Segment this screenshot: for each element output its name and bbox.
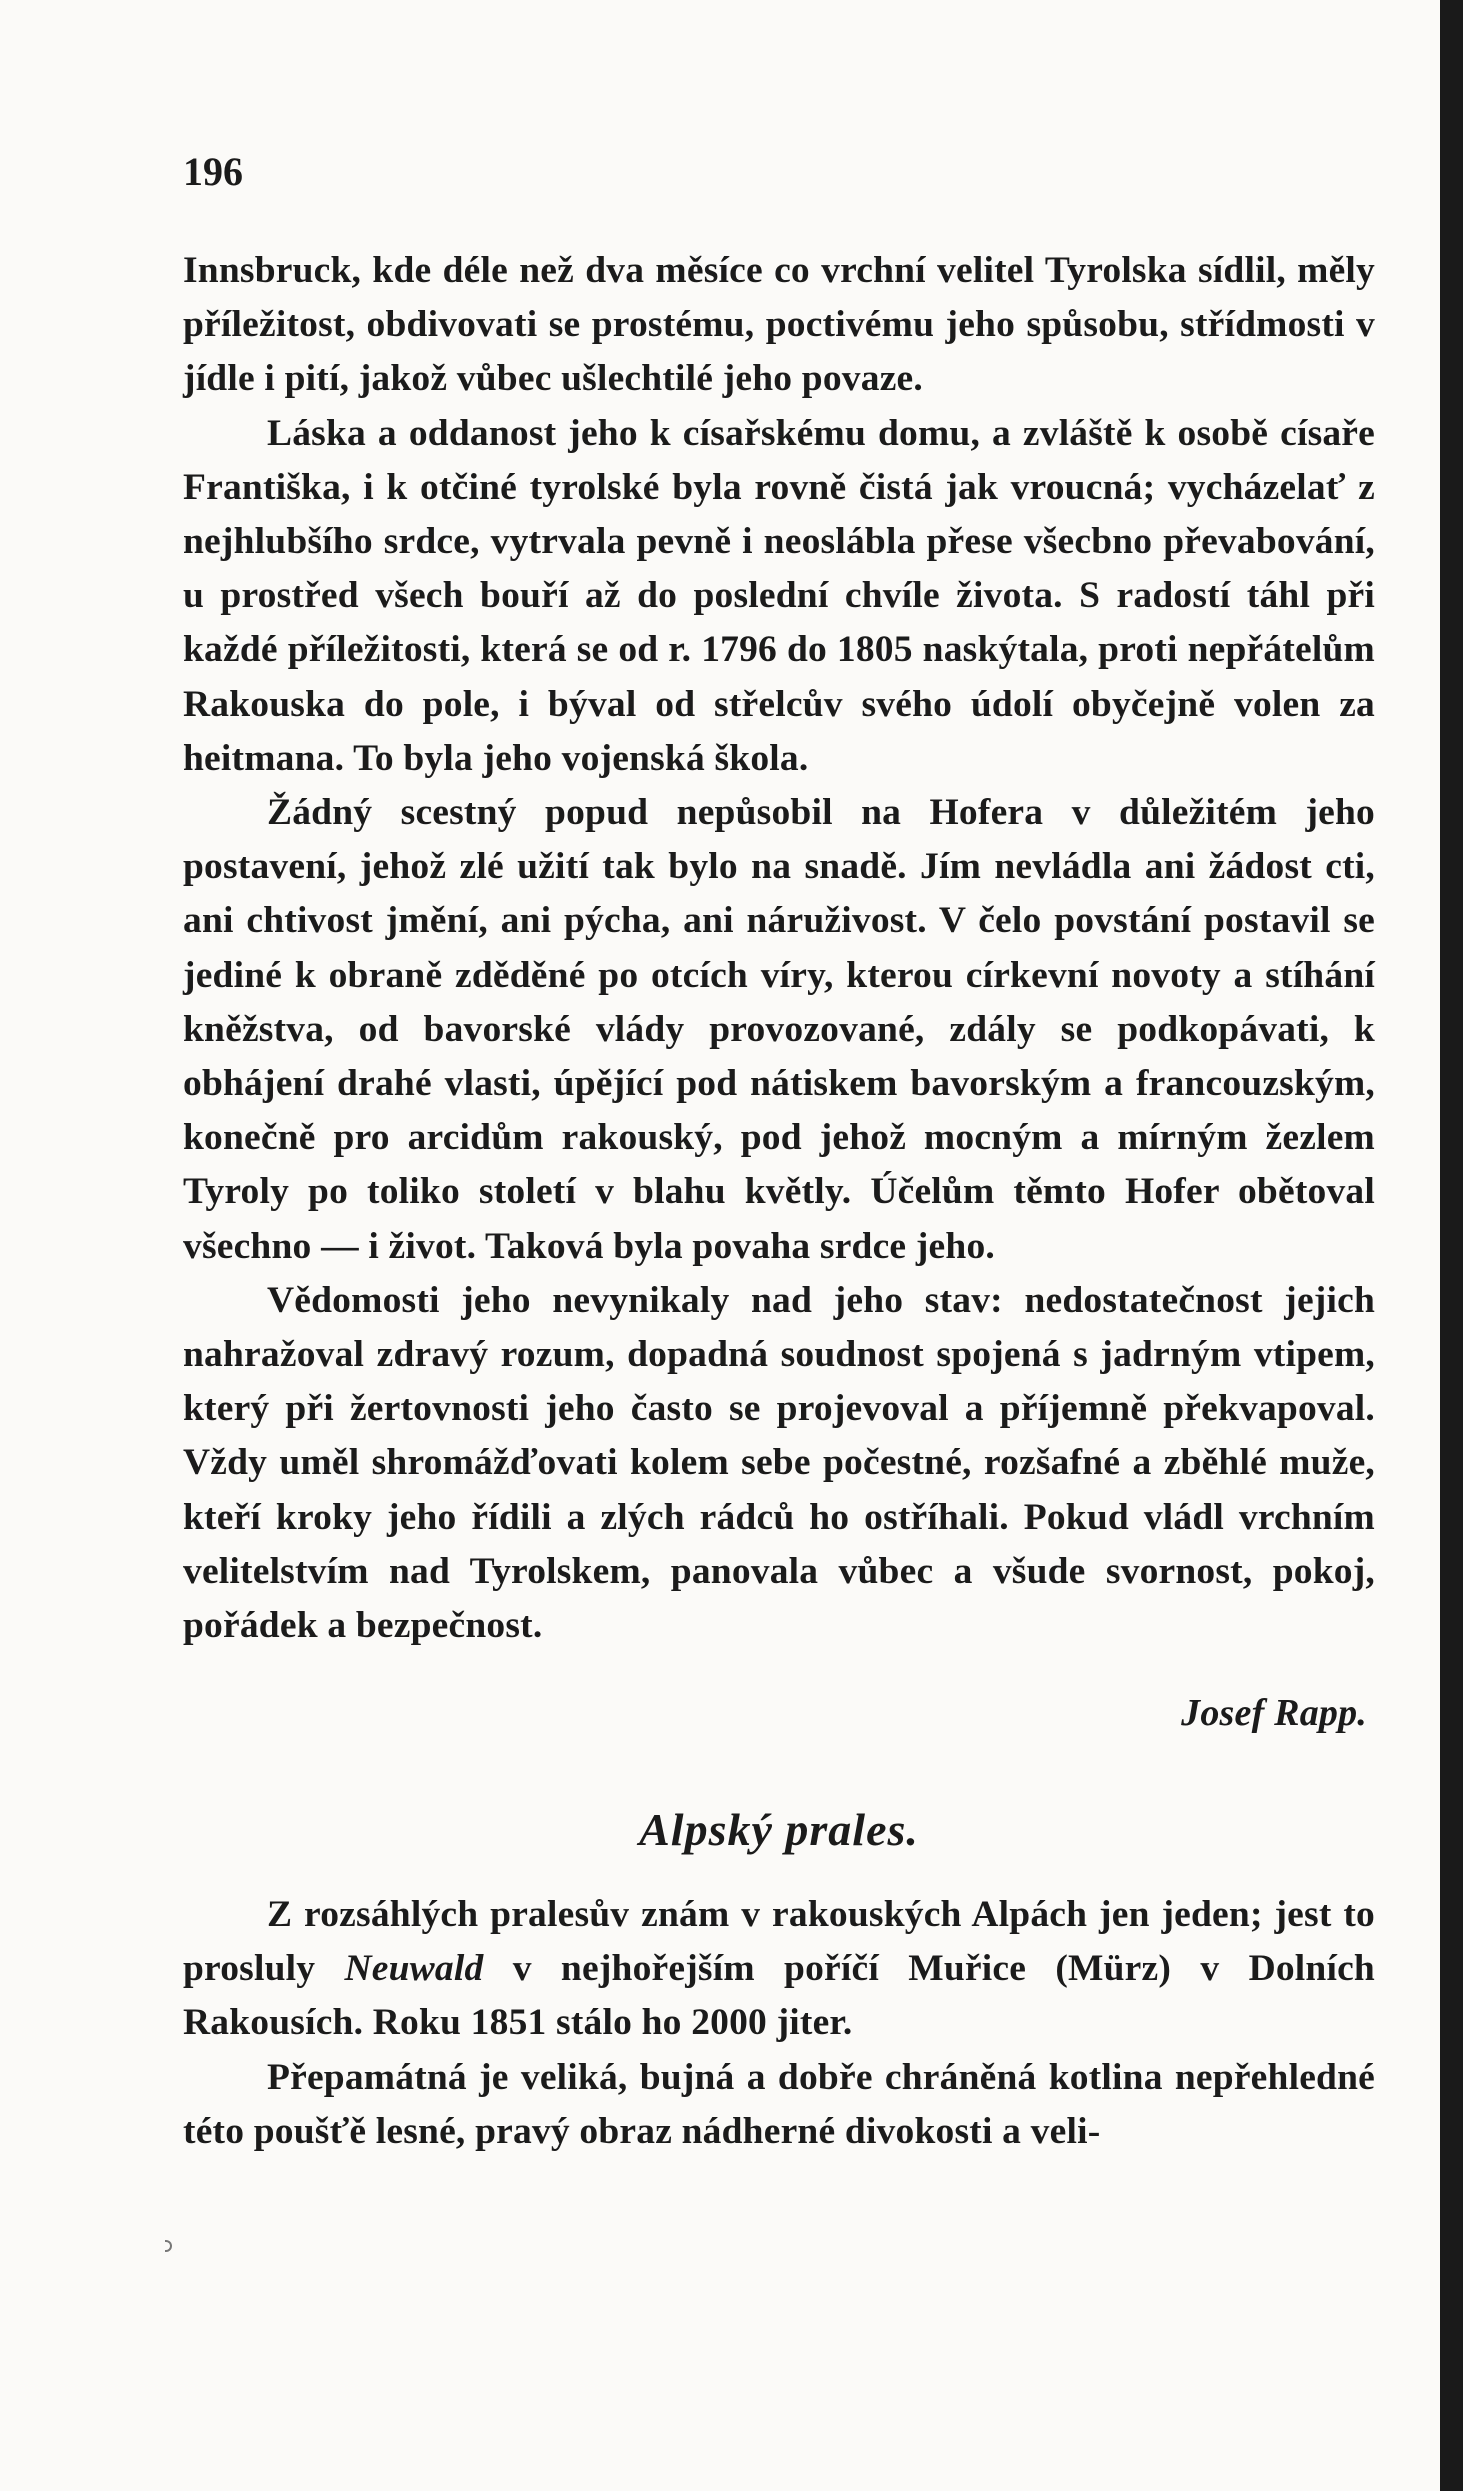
- paragraph-3: Žádný scestný popud nepůsobil na Hofera v důležitém jeho postavení, jehož zlé užití tak bylo na snadě. Jím nevládla ani žádost cti, ani chtivost jmění, ani pýcha, ani náruživost. V čelo povstání postavil se jediné k obraně zděděné po otcích víry, kterou církevní novoty a stíhání kněžstva, od bavorské vlády provozované, zdály se podkopávati, k obhájení drahé vlasti, úpějící pod nátiskem bavorským a francouzským, konečně pro arcidům rakouský, pod jehož mocným a mírným žezlem Tyroly po toliko století v blahu květly. Účelům těmto Hofer obětoval všechno — i život. Taková byla povaha srdce jeho.: [183, 792, 1375, 1267]
- paragraph-4: Vědomosti jeho nevynikaly nad jeho stav: nedostatečnost jejich nahražoval zdravý rozum, dopadná soudnost spojená s jadrným vtipem, který při žertovnosti jeho často se projevoval a příjemně překvapoval. Vždy uměl shromážďovati kolem sebe počestné, rozšafné a zběhlé muže, kteří kroky jeho řídili a zlých rádců ho ostříhali. Pokud vládl vrchním velitelstvím nad Tyrolskem, panovala vůbec a všude svornost, pokoj, pořádek a bezpečnost.: [183, 1279, 1375, 1647]
- section-heading: Alpský prales.: [639, 1804, 919, 1855]
- paragraph-1: Innsbruck, kde déle než dva měsíce co vrchní velitel Tyrolska sídlil, měly příležitost, obdivovati se prostému, poctivému jeho spůsobu, střídmosti v jídle i pití, jakož vůbec ušlechtilé jeho povaze.: [183, 250, 1375, 400]
- paragraph-2: Láska a oddanost jeho k císařskému domu, a zvláště k osobě císaře Františka, i k otčiné tyrolské byla rovně čistá jak vroucná; vycházelať z nejhlubšího srdce, vytrvala pevně i neoslábla přese všecbno převabování, u prostřed všech bouří až do poslední chvíle života. S radostí táhl při každé příležitosti, která se od r. 1796 do 1805 naskýtala, proti nepřátelům Rakouska do pole, i býval od střelcův svého údolí obyčejně volen za heitmana. To byla jeho vojenská škola.: [183, 412, 1375, 779]
- margin-mark: [165, 2240, 172, 2252]
- neuwald-term: Neuwald: [344, 1948, 484, 1990]
- paragraph-6: Přepamátná je veliká, bujná a dobře chráněná kotlina nepřehledné této poušťě lesné, pravý obraz nádherné divokosti a veli-: [183, 2056, 1375, 2152]
- hofer-section: [183, 244, 1375, 1653]
- author-signature: Josef Rapp.: [1181, 1692, 1367, 1734]
- paragraph-5-start: Z rozsáhlých pralesův znám v rakouských Alpách jen jeden; jest to prosluly: [183, 1894, 1375, 1990]
- paragraph-5: [183, 1888, 1375, 2051]
- scan-edge: [1440, 0, 1463, 2491]
- paragraph-5-end: v nejhořejším poříčí Muřice (Mürz) v Dolních Rakousích. Roku 1851 stálo ho 2000 jiter.: [183, 1948, 1375, 2044]
- prales-section: [183, 1888, 1375, 2159]
- page-number: 196: [183, 149, 243, 194]
